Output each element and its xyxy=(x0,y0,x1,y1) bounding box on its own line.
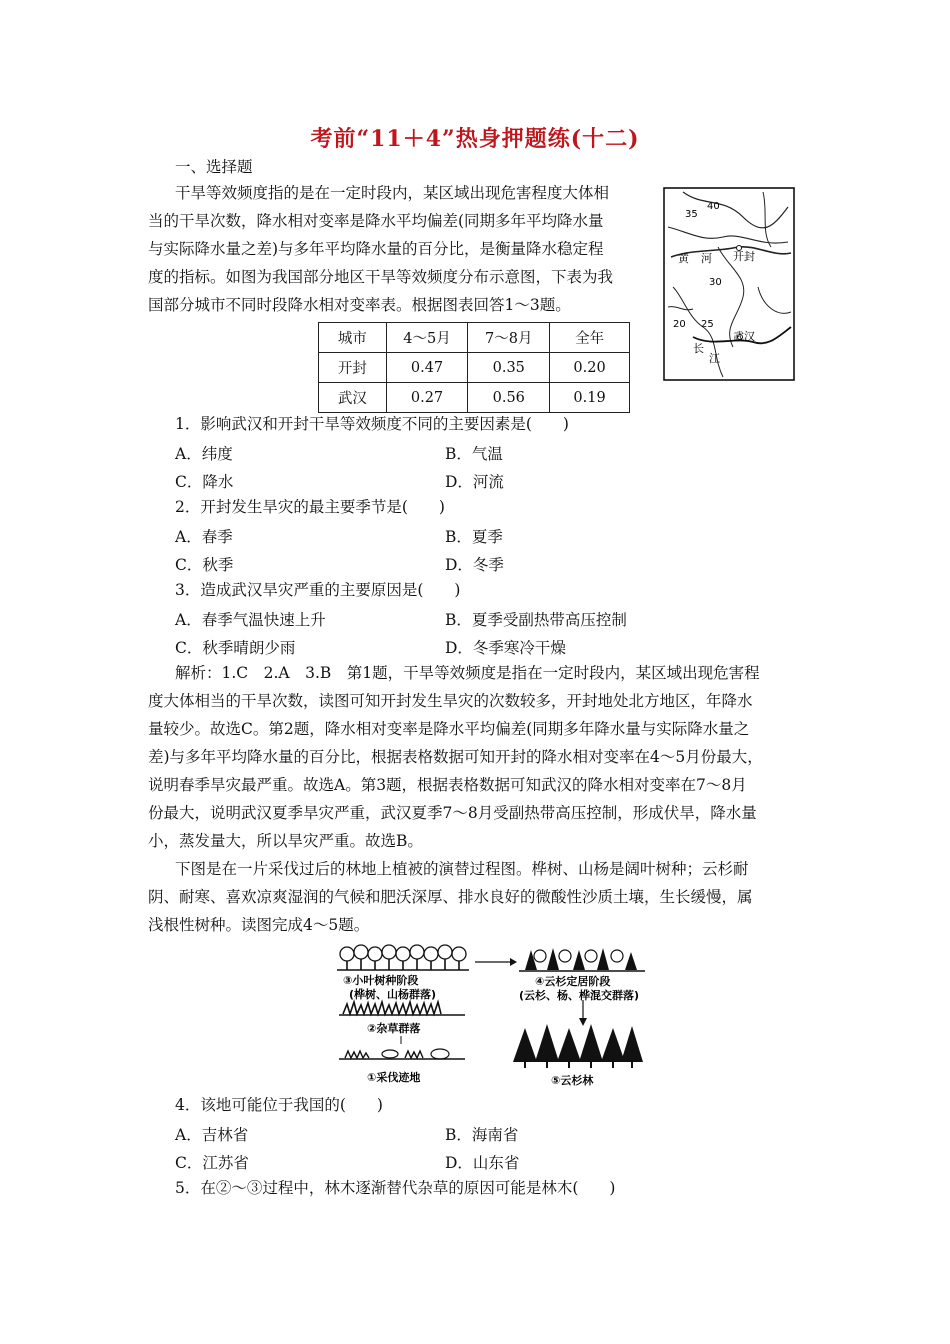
stage-1-label: ①采伐迹地 xyxy=(367,1071,421,1084)
intro2-line: 阴、耐寒、喜欢凉爽湿润的气候和肥沃深厚、排水良好的微酸性沙质土壤，生长缓慢，属 xyxy=(148,888,753,906)
contour-label-30: 30 xyxy=(709,277,722,288)
stage-4-label: ④云杉定居阶段 xyxy=(535,975,611,988)
intro-line: 与实际降水量之差)与多年平均降水量的百分比，是衡量降水稳定程 xyxy=(148,240,604,258)
option: D．冬季寒冷干燥 xyxy=(445,639,566,657)
option: A．春季气温快速上升 xyxy=(175,611,326,629)
intro-line: 度的指标。如图为我国部分地区干旱等效频度分布示意图，下表为我 xyxy=(148,268,614,286)
contour-label-40: 40 xyxy=(707,201,720,212)
option: B．气温 xyxy=(445,445,503,463)
river-label-huang: 黄 xyxy=(678,252,689,265)
contour-label-25: 25 xyxy=(701,319,714,330)
option: C．降水 xyxy=(175,473,234,491)
city-label-kaifeng: 开封 xyxy=(733,250,755,263)
option: C．江苏省 xyxy=(175,1154,249,1172)
analysis-line: 差)与多年平均降水量的百分比，根据表格数据可知开封的降水相对变率在4～5月份最大， xyxy=(148,748,763,766)
table-cell: 0.20 xyxy=(550,353,630,383)
table-cell: 0.35 xyxy=(468,353,550,383)
drought-frequency-map xyxy=(663,187,795,381)
stage-3-sublabel: (桦树、山杨群落) xyxy=(349,988,437,1001)
analysis-line: 说明春季旱灾最严重。故选A。第3题，根据表格数据可知武汉的降水相对变率在7～8月 xyxy=(148,776,747,794)
table-cell: 武汉 xyxy=(319,383,387,413)
table-cell: 0.27 xyxy=(386,383,468,413)
option: D．山东省 xyxy=(445,1154,520,1172)
table-cell: 开封 xyxy=(319,353,387,383)
option: C．秋季晴朗少雨 xyxy=(175,639,296,657)
option: C．秋季 xyxy=(175,556,234,574)
option: A．纬度 xyxy=(175,445,233,463)
option: B．夏季受副热带高压控制 xyxy=(445,611,627,629)
question-stem: 2．开封发生旱灾的最主要季节是( ) xyxy=(175,498,445,516)
option: A．吉林省 xyxy=(175,1126,249,1144)
intro2-line: 下图是在一片采伐过后的林地上植被的演替过程图。桦树、山杨是阔叶树种；云杉耐 xyxy=(175,860,749,878)
succession-diagram xyxy=(335,940,647,1090)
question-stem: 4．该地可能位于我国的( ) xyxy=(175,1096,383,1114)
contour-label-20: 20 xyxy=(673,319,686,330)
option: D．冬季 xyxy=(445,556,504,574)
intro-line: 干旱等效频度指的是在一定时段内，某区域出现危害程度大体相 xyxy=(175,184,610,202)
table-header-cell: 城市 xyxy=(319,323,387,353)
option: B．海南省 xyxy=(445,1126,519,1144)
table-row xyxy=(319,383,630,413)
option: B．夏季 xyxy=(445,528,503,546)
question-stem: 1．影响武汉和开封干旱等效频度不同的主要因素是( ) xyxy=(175,415,569,433)
analysis-line: 小，蒸发量大，所以旱灾严重。故选B。 xyxy=(148,832,423,850)
table-cell: 0.19 xyxy=(550,383,630,413)
question-stem: 5．在②～③过程中，林木逐渐替代杂草的原因可能是林木( ) xyxy=(175,1179,616,1197)
analysis-line: 量较少。故选C。第2题，降水相对变率是降水平均偏差(同期多年降水量与实际降水量之 xyxy=(148,720,750,738)
contour-label-35: 35 xyxy=(685,209,698,220)
river-label-he: 河 xyxy=(701,252,712,265)
question-stem: 3．造成武汉旱灾严重的主要原因是( ) xyxy=(175,581,461,599)
intro-line: 当的干旱次数，降水相对变率是降水平均偏差(同期多年平均降水量 xyxy=(148,212,604,230)
option: D．河流 xyxy=(445,473,504,491)
stage-2-label: ②杂草群落 xyxy=(367,1022,421,1035)
stage-5-label: ⑤云杉林 xyxy=(551,1074,594,1087)
intro2-line: 浅根性树种。读图完成4～5题。 xyxy=(148,916,370,934)
table-cell: 0.56 xyxy=(468,383,550,413)
page-title: 考前“11＋4”热身押题练(十二) xyxy=(310,126,640,152)
section-heading: 一、选择题 xyxy=(175,158,253,176)
table-header-cell: 7～8月 xyxy=(468,323,550,353)
city-label-wuhan: 武汉 xyxy=(733,330,755,343)
table-cell: 0.47 xyxy=(386,353,468,383)
table-header-row xyxy=(319,323,630,353)
option: A．春季 xyxy=(175,528,233,546)
table-header-cell: 全年 xyxy=(550,323,630,353)
stage-3-label: ③小叶树种阶段 xyxy=(343,974,419,987)
stage-4-sublabel: (云杉、杨、桦混交群落) xyxy=(519,989,640,1002)
intro-line: 国部分城市不同时段降水相对变率表。根据图表回答1～3题。 xyxy=(148,296,571,314)
analysis-line: 解析：1.C 2.A 3.B 第1题，干旱等效频度是指在一定时段内，某区域出现危害程 xyxy=(175,664,760,682)
precipitation-variability-table xyxy=(318,322,630,413)
table-row xyxy=(319,353,630,383)
river-label-jiang: 江 xyxy=(709,352,720,365)
river-label-chang: 长 xyxy=(693,342,704,355)
analysis-line: 份最大，说明武汉夏季旱灾严重，武汉夏季7～8月受副热带高压控制，形成伏旱，降水量 xyxy=(148,804,757,822)
table-header-cell: 4～5月 xyxy=(386,323,468,353)
analysis-line: 度大体相当的干旱次数，读图可知开封发生旱灾的次数较多，开封地处北方地区，年降水 xyxy=(148,692,753,710)
